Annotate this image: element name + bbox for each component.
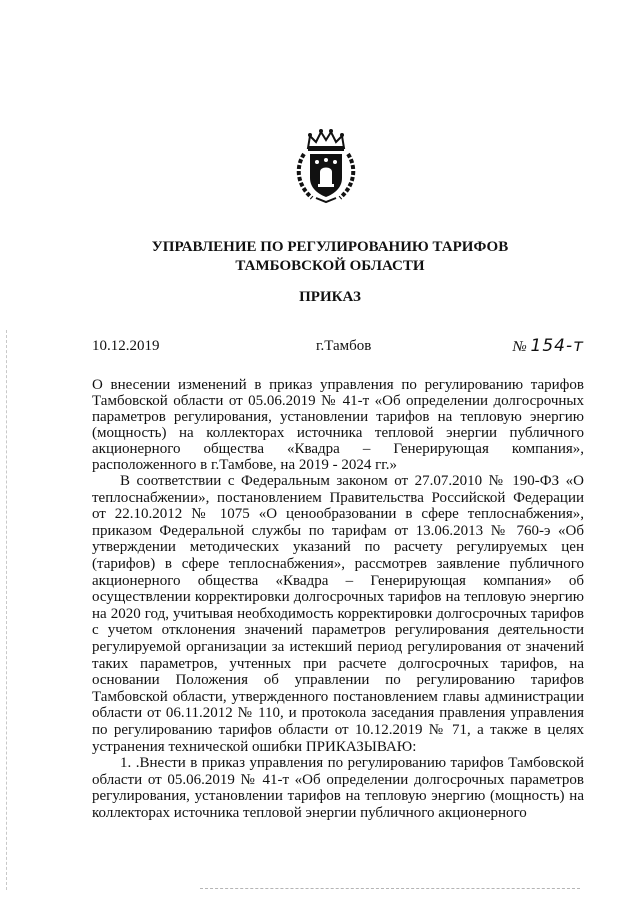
number-prefix: № xyxy=(512,339,527,355)
scan-margin-marks xyxy=(6,330,11,890)
document-number xyxy=(513,336,584,356)
document-city: г.Тамбов xyxy=(316,338,372,354)
scan-bottom-marks xyxy=(200,888,580,889)
org-line-1: УПРАВЛЕНИЕ ПО РЕГУЛИРОВАНИЮ ТАРИФОВ xyxy=(151,239,509,255)
org-line-2: ТАМБОВСКОЙ ОБЛАСТИ xyxy=(235,258,425,274)
document-type: ПРИКАЗ xyxy=(299,289,361,305)
number-handwritten: 154-т xyxy=(530,336,584,356)
body-paragraph: 1. .Внести в приказ управления по регулированию тарифов Тамбовской области от 05.06.2019 № 41-т «Об определении долгосрочных параметров регулирования, установлении тарифов на тепловую энергию (мощность) на коллекторах источника тепловой энергии публичного акционерного xyxy=(92,755,584,821)
body-paragraph: В соответствии с Федеральным законом от 27.07.2010 № 190-ФЗ «О теплоснабжении», постановлением Правительства Российской Федерации от 22.10.2012 № 1075 «О ценообразовании в сфере теплоснабжения», приказом Федеральной службы по тарифам от 13.06.2013 № 760-э «Об утверждении методических указаний по расчету регулируемых цен (тарифов) в сфере теплоснабжения», рассмотрев заявление публичного акционерного общества «Квадра – Генерирующая компания» об осуществлении корректировки долгосрочных тарифов на тепловую энергию на 2020 год, учитывая необходимость корректировки долгосрочных тарифов с учетом отклонения значений параметров регулирования деятельности регулируемой организации за истекший период регулирования от значений таких параметров, учтенных при расчете долгосрочных тарифов, на основании Положения об управлении по регулированию тарифов Тамбовской области, утвержденного постановлением главы администрации области от 06.11.2012 № 110, и протокола заседания правления управления по регулированию тарифов области от 10.12.2019 № 71, а также в целях устранения технической ошибки ПРИКАЗЫВАЮ: xyxy=(92,473,584,755)
document-body xyxy=(92,473,584,821)
organization-name xyxy=(80,238,580,276)
document-date: 10.12.2019 xyxy=(92,338,160,354)
coat-of-arms-emblem xyxy=(294,126,358,204)
document-subject: О внесении изменений в приказ управления по регулированию тарифов Тамбовской области от 05.06.2019 № 41-т «Об определении долгосрочных параметров регулирования, установлении тарифов на тепловую энергию (мощность) на коллекторах источника тепловой энергии публичного акционерного общества «Квадра – Генерирующая компания», расположенного в г.Тамбове, на 2019 - 2024 гг.» xyxy=(92,377,584,473)
document-meta-line xyxy=(92,336,584,358)
